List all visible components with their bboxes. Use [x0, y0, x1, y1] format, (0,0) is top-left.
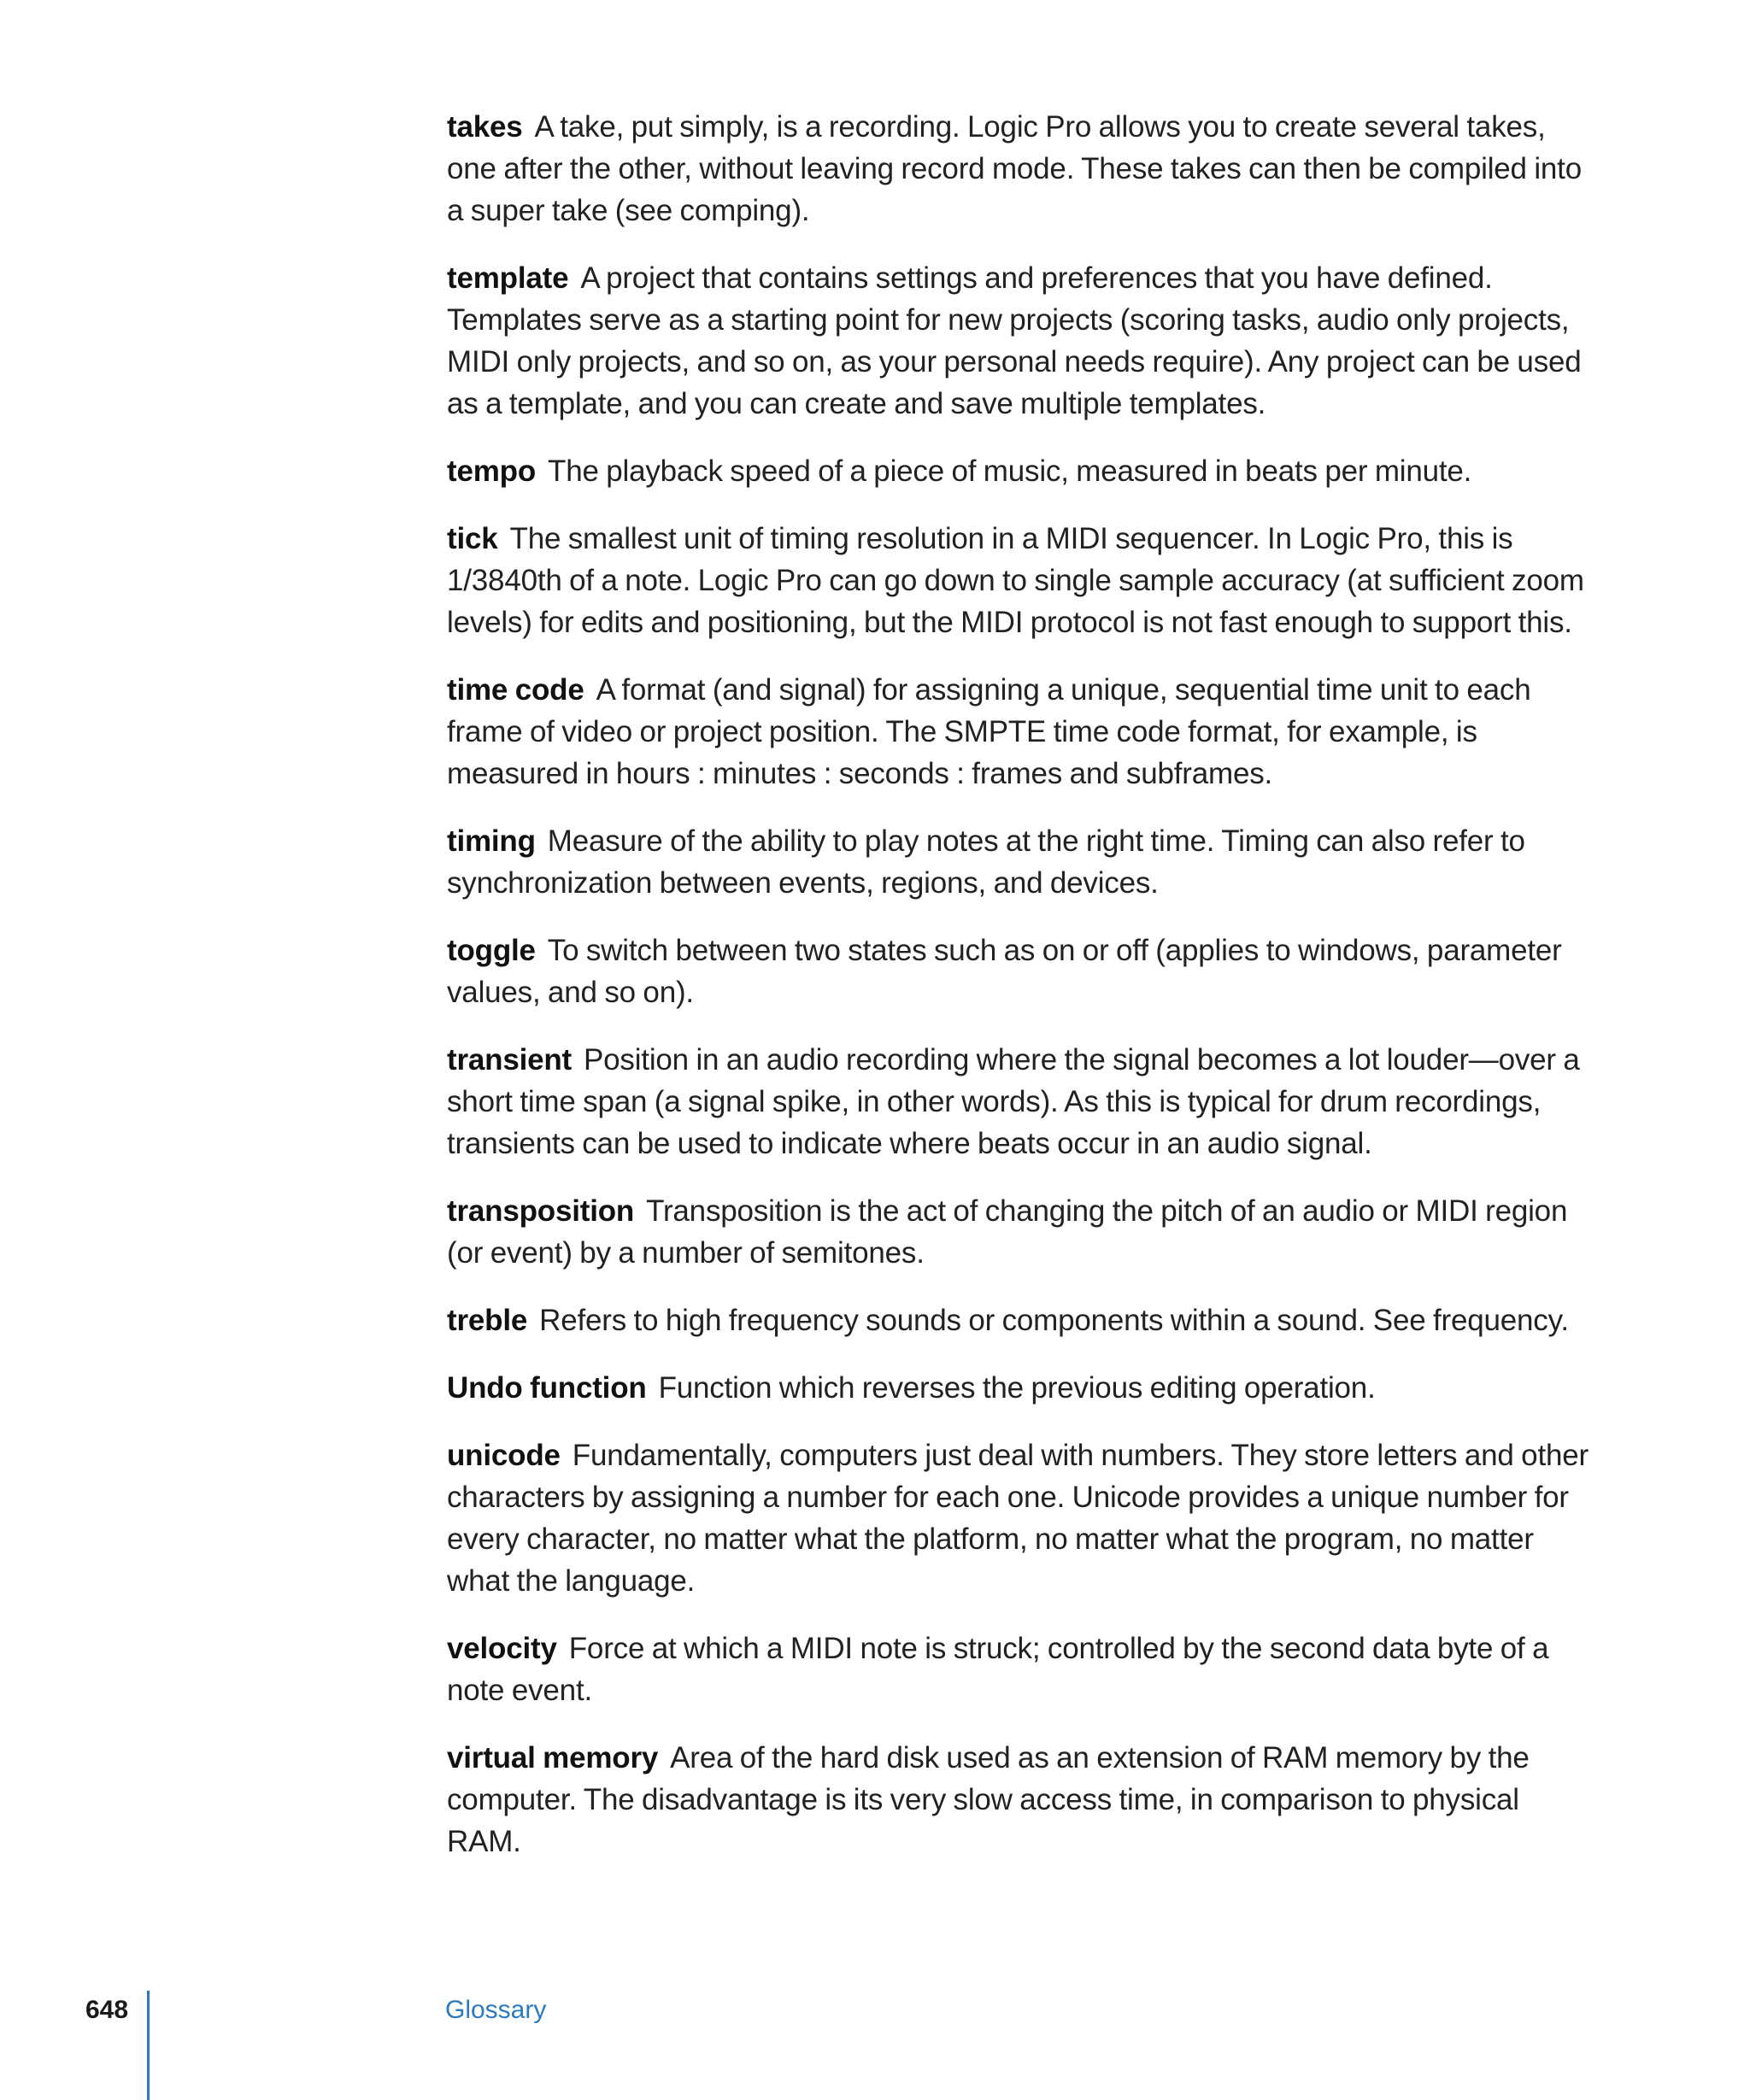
glossary-entry-tick	[447, 518, 1596, 643]
glossary-definition: Measure of the ability to play notes at the right time. Timing can also refer to synchronization between events, regions, and devices.	[447, 824, 1525, 900]
glossary-entry-treble	[447, 1299, 1596, 1341]
glossary-entry-takes	[447, 106, 1596, 232]
glossary-definition: Refers to high frequency sounds or components within a sound. See frequency.	[539, 1304, 1569, 1337]
glossary-definition: A project that contains settings and preferences that you have defined. Templates serve as a starting point for new projects (scoring tasks, audio only projects, MIDI only projects, and so on, as your personal needs require). Any project can be used as a template, and you can create and save multiple templates.	[447, 261, 1582, 420]
glossary-definition: The smallest unit of timing resolution in a MIDI sequencer. In Logic Pro, this is 1/3840th of a note. Logic Pro can go down to single sample accuracy (at sufficient zoom levels) for edits and positioning, but the MIDI protocol is not fast enough to support this.	[447, 522, 1584, 639]
glossary-definition: To switch between two states such as on or off (applies to windows, parameter values, and so on).	[447, 934, 1562, 1009]
glossary-term: treble	[447, 1304, 528, 1337]
glossary-entry-timing	[447, 820, 1596, 904]
glossary-term: velocity	[447, 1632, 557, 1665]
glossary-term: tempo	[447, 455, 537, 488]
glossary-term: unicode	[447, 1439, 561, 1472]
section-title: Glossary	[445, 1996, 547, 2024]
glossary-term: transient	[447, 1043, 573, 1076]
glossary-term: toggle	[447, 934, 536, 967]
page-number: 648	[85, 1996, 129, 2024]
glossary-entry-undo-function	[447, 1367, 1596, 1409]
glossary-entry-transient	[447, 1039, 1596, 1164]
glossary-term: virtual memory	[447, 1741, 659, 1774]
glossary-definition: Force at which a MIDI note is struck; controlled by the second data byte of a note event.	[447, 1632, 1549, 1707]
glossary-term: transposition	[447, 1194, 635, 1228]
glossary-definition: A take, put simply, is a recording. Logic Pro allows you to create several takes, one after the other, without leaving record mode. These takes can then be compiled into a super take (see comping).	[447, 110, 1582, 227]
glossary-term: time code	[447, 673, 584, 707]
glossary-content	[447, 106, 1596, 1888]
glossary-definition: Position in an audio recording where the signal becomes a lot louder—over a short time span (a signal spike, in other words). As this is typical for drum recordings, transients can be used to indicate where beats occur in an audio signal.	[447, 1043, 1580, 1160]
glossary-entry-transposition	[447, 1190, 1596, 1274]
glossary-definition: A format (and signal) for assigning a unique, sequential time unit to each frame of video or project position. The SMPTE time code format, for example, is measured in hours : minutes : seconds : frames and subframes.	[447, 673, 1531, 790]
glossary-definition: Fundamentally, computers just deal with numbers. They store letters and other characters by assigning a number for each one. Unicode provides a unique number for every character, no matter what the platform, no matter what the program, no matter what the language.	[447, 1439, 1589, 1598]
glossary-term: takes	[447, 110, 523, 144]
glossary-term: timing	[447, 824, 536, 858]
glossary-entry-tempo	[447, 450, 1596, 492]
glossary-definition: Transposition is the act of changing the pitch of an audio or MIDI region (or event) by a number of semitones.	[447, 1194, 1568, 1270]
glossary-term: tick	[447, 522, 498, 555]
glossary-definition: Function which reverses the previous editing operation.	[658, 1371, 1376, 1405]
glossary-definition: The playback speed of a piece of music, measured in beats per minute.	[548, 455, 1472, 488]
glossary-term: Undo function	[447, 1371, 647, 1405]
glossary-term: template	[447, 261, 569, 295]
glossary-entry-velocity	[447, 1628, 1596, 1711]
glossary-entry-toggle	[447, 930, 1596, 1013]
glossary-entry-template	[447, 257, 1596, 425]
glossary-definition: Area of the hard disk used as an extension of RAM memory by the computer. The disadvantage is its very slow access time, in comparison to physical RAM.	[447, 1741, 1530, 1858]
glossary-entry-time-code	[447, 669, 1596, 795]
glossary-entry-virtual-memory	[447, 1737, 1596, 1862]
footer-divider	[147, 1991, 150, 2100]
glossary-entry-unicode	[447, 1434, 1596, 1602]
